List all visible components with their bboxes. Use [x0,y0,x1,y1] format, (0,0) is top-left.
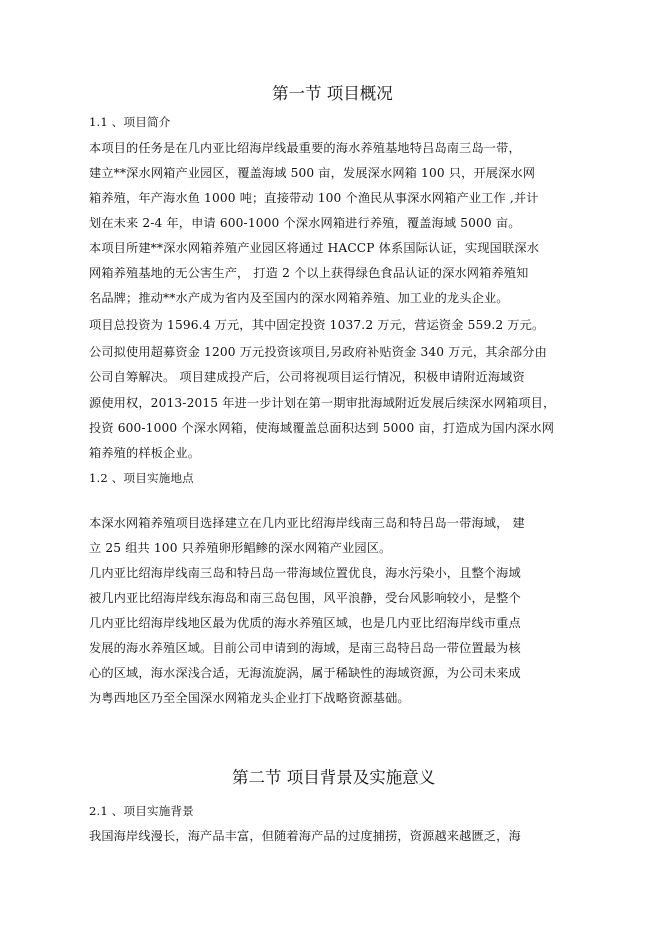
paragraph-line: 建立**深水网箱产业园区，覆盖海域 500 亩，发展深水网箱 100 只，开展深水网 [89,166,536,180]
paragraph-line: 几内亚比绍海岸线南三岛和特吕岛一带海域位置优良，海水污染小，且整个海域 [89,566,521,580]
paragraph-line: 网箱养殖基地的无公害生产， 打造 2 个以上获得绿色食品认证的深水网箱养殖知 [89,266,529,280]
section2-title: 第二节 项目背景及实施意义 [232,768,436,787]
paragraph-line: 我国海岸线漫长，海产品丰富，但随着海产品的过度捕捞，资源越来越匮乏，海 [89,829,521,843]
paragraph-line: 名品牌；推动**水产成为省内及至国内的深水网箱养殖、加工业的龙头企业。 [89,291,509,305]
paragraph-line: 心的区域，海水深浅合适，无海流旋涡，属于稀缺性的海域资源，为公司未来成 [89,666,521,680]
paragraph-line: 箱养殖的样板企业。 [89,446,201,460]
paragraph-line: 源使用权，2013-2015 年进一步计划在第一期审批海域附近发展后续深水网箱项目， [89,396,556,410]
paragraph-line: 本项目所建**深水网箱养殖产业园区将通过 HACCP 体系国际认证，实现国联深水 [89,241,540,255]
paragraph-line: 立 25 组共 100 只养殖卵形鲳鲹的深水网箱产业园区。 [89,541,392,555]
paragraph-line: 本项目的任务是在几内亚比绍海岸线最重要的海水养殖基地特吕岛南三岛一带， [89,141,521,155]
paragraph-line: 本深水网箱养殖项目选择建立在几内亚比绍海岸线南三岛和特吕岛一带海域， 建 [89,516,525,530]
paragraph-line: 公司拟使用超募资金 1200 万元投资该项目,另政府补贴资金 340 万元，其余部分由 [89,345,547,359]
section2-sub1-heading: 2.1 、项目实施背景 [89,804,194,818]
paragraph-line: 箱养殖，年产海水鱼 1000 吨；直接带动 100 个渔民从事深水网箱产业工作 ,并计 [89,191,539,205]
paragraph-line: 几内亚比绍海岸线地区最为优质的海水养殖区域，也是几内亚比绍海岸线市重点 [89,616,521,630]
paragraph-line: 发展的海水养殖区域。目前公司申请到的海域，是南三岛特吕岛一带位置最为核 [89,641,521,655]
paragraph-line: 被几内亚比绍海岸线东海岛和南三岛包围，风平浪静，受台风影响较小，是整个 [89,591,521,605]
paragraph-line: 划在未来 2-4 年，申请 600-1000 个深水网箱进行养殖，覆盖海域 5000 亩。 [89,216,521,230]
paragraph-line: 公司自筹解决。 项目建成投产后，公司将视项目运行情况，积极申请附近海域资 [89,370,525,384]
paragraph-line: 投资 600-1000 个深水网箱，使海域覆盖总面积达到 5000 亩，打造成为国内深水网 [89,421,555,435]
paragraph-line: 为粤西地区乃至全国深水网箱龙头企业打下战略资源基础。 [89,691,410,705]
section1-sub2-heading: 1.2 、项目实施地点 [89,471,194,485]
paragraph-line: 项目总投资为 1596.4 万元，其中固定投资 1037.2 万元，营运资金 559.2 万元。 [89,318,545,332]
section1-sub1-heading: 1.1 、项目简介 [89,115,171,129]
section1-title: 第一节 项目概况 [272,84,393,103]
